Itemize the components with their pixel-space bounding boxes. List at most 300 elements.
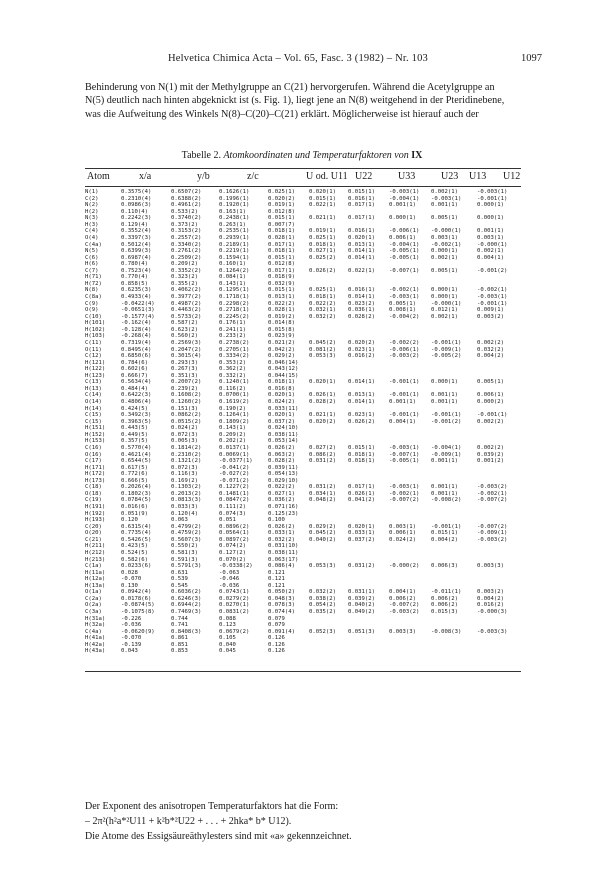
table-cell: 0.023(1) [348, 346, 375, 353]
table-cell: H(13a) [85, 582, 106, 589]
table-cell: 0.0137(1) [219, 444, 250, 451]
table-cell: H(151) [85, 425, 106, 432]
table-cell: 0.012(8) [268, 208, 295, 215]
table-cell: 0.050(2) [268, 589, 295, 596]
table-cell: 0.2245(2) [219, 313, 250, 320]
table-cell: 0.1594(1) [219, 254, 250, 261]
table-cell: 0.006(2) [431, 602, 458, 609]
table-cell: 0.000(1) [431, 379, 458, 386]
table-cell: 0.018(1) [309, 294, 336, 300]
table-cell: 0.005(3) [171, 438, 198, 445]
table-cell: -0.003(2) [477, 484, 508, 491]
table-cell: 0.000(1) [477, 215, 504, 222]
table-cell: 0.040(2) [348, 602, 375, 609]
table-cell: 0.1814(2) [171, 444, 202, 451]
table-cell: 0.851 [171, 641, 188, 648]
table-cell: 0.000(1) [477, 202, 504, 209]
table-cell: 0.4933(4) [121, 294, 152, 300]
table-cell: 0.027(1) [309, 248, 336, 255]
intro-paragraph [85, 81, 521, 121]
table-cell: 0.044(15) [268, 372, 299, 379]
table-cell: -0.007(2) [389, 497, 420, 504]
table-cell: 0.3153(2) [171, 228, 202, 235]
table-cell: 0.2310(2) [171, 451, 202, 458]
table-cell: 0.160(1) [219, 261, 246, 268]
table-cell: H(152) [85, 431, 106, 438]
table-cell: H(102) [85, 326, 106, 333]
table-cell: 0.121 [268, 576, 285, 583]
table-cell: 0.4062(2) [171, 287, 202, 294]
table-cell: 0.020(1) [348, 234, 375, 241]
table-cell: 0.015(1) [268, 287, 295, 294]
table-cell: 0.002(2) [477, 418, 504, 425]
table-cell: 0.016(1) [348, 287, 375, 294]
table-cell: 0.023(9) [268, 333, 295, 340]
table-cell: 0.5634(4) [121, 379, 152, 386]
table-cell: 0.2007(2) [171, 379, 202, 386]
table-cell: C(1a) [85, 563, 102, 570]
table-cell: 0.045 [219, 648, 236, 655]
table-cell: 0.025(1) [309, 234, 336, 241]
table-cell: 0.125(23) [268, 510, 299, 517]
table-cell: 0.036(2) [268, 497, 295, 504]
table-cell: 0.022(2) [268, 300, 295, 307]
table-cell: 0.3352(2) [171, 267, 202, 274]
table-cell: H(213) [85, 556, 106, 563]
table-cell: 0.1321(2) [171, 458, 202, 465]
table-cell: 0.051(3) [348, 628, 375, 635]
table-cell: 0.048(2) [309, 497, 336, 504]
table-cell: H(212) [85, 549, 106, 556]
table-cell: H(71) [85, 274, 102, 281]
table-cell: 0.031(2) [348, 563, 375, 570]
table-cell: -0.002(1) [431, 241, 462, 248]
table-cell: 0.015(1) [268, 254, 295, 261]
table-cell: 0.023(1) [348, 412, 375, 419]
footnote-line: Der Exponent des anisotropen Temperaturfaktors hat die Form: [85, 801, 339, 812]
table-cell: -0.071(2) [219, 477, 250, 484]
table-cell: 0.015(1) [268, 215, 295, 222]
table-cell: O(11) [85, 346, 102, 353]
table-cell: C(15) [85, 418, 102, 425]
table-cell: 0.1809(2) [219, 418, 250, 425]
table-cell: 0.002(2) [477, 444, 504, 451]
table-cell: -0.006(1) [389, 346, 420, 353]
table-cell: C(2a) [85, 595, 102, 602]
table-cell: 0.001(2) [477, 458, 504, 465]
table-cell: 0.0700(1) [219, 392, 250, 399]
table-cell: -0.003(2) [389, 353, 420, 360]
table-cell: 0.4799(2) [171, 523, 202, 530]
table-cell: 0.019(2) [268, 313, 295, 320]
table-cell: 0.063(17) [268, 556, 299, 563]
table-cell: 0.6315(4) [121, 523, 152, 530]
table-cell: C(3a) [85, 609, 102, 615]
table-cell: -0.0377(1) [219, 458, 253, 465]
table-cell: 0.032(2) [309, 589, 336, 596]
table-cell: 0.079 [268, 622, 285, 629]
table-cell: 0.4759(2) [171, 530, 202, 537]
table-cell: 0.022(2) [309, 300, 336, 307]
table-cell: C(2) [85, 195, 99, 202]
table-cell: -0.004(1) [389, 195, 420, 202]
table-cell: -0.1075(8) [121, 609, 155, 615]
table-cell: 0.018(1) [348, 451, 375, 458]
table-cell: 0.002(1) [431, 254, 458, 261]
table-cell: 0.022(1) [309, 202, 336, 209]
caption-prefix: Tabelle 2. [181, 150, 221, 161]
table-cell: 0.631 [171, 569, 188, 576]
table-cell: -0.001(1) [431, 412, 462, 419]
table-cell: O(18) [85, 490, 102, 497]
table-cell: 0.004(2) [477, 353, 504, 360]
table-cell: -0.070 [121, 635, 142, 642]
table-cell: 0.2509(2) [171, 254, 202, 261]
table-cell: C(4) [85, 228, 99, 235]
table-cell: 0.6388(2) [171, 195, 202, 202]
table-cell: -0.0651(3) [121, 307, 155, 314]
table-cell: 0.1260(2) [171, 399, 202, 405]
table-cell: 0.127(2) [219, 549, 246, 556]
table-cell: -0.009(1) [431, 451, 462, 458]
table-cell: 0.4987(2) [171, 300, 202, 307]
table-cell: 0.001(1) [431, 490, 458, 497]
table-cell: 0.006(2) [431, 595, 458, 602]
table-cell: 0.6507(2) [171, 189, 202, 195]
table-cell: -0.0620(9) [121, 628, 155, 635]
table-cell: 0.744 [171, 615, 188, 622]
table-cell: 0.0743(1) [219, 589, 250, 596]
table-cell: 0.362(2) [219, 366, 246, 373]
table-cell: 0.037(2) [348, 536, 375, 543]
table-cell: 0.0784(5) [121, 497, 152, 504]
table-cell: 0.005(1) [477, 379, 504, 386]
table-cell: 0.020(1) [268, 392, 295, 399]
table-cell: 0.001(1) [431, 484, 458, 491]
table-cell: 0.000(1) [431, 287, 458, 294]
table-cell: 0.8408(3) [171, 628, 202, 635]
table-cell: 0.039(11) [268, 464, 299, 471]
table-cell: 0.0178(6) [121, 595, 152, 602]
table-cell: 0.263(1) [219, 221, 246, 228]
table-cell: 0.000(1) [431, 294, 458, 300]
table-cell: 0.003(1) [477, 234, 504, 241]
table-cell: 0.015(1) [431, 530, 458, 537]
table-cell: 0.014(1) [348, 254, 375, 261]
table-cell: -0.162(4) [121, 320, 152, 327]
table-cell: 0.017(1) [348, 215, 375, 222]
table-cell: 0.026(1) [309, 392, 336, 399]
table-cell: 0.143(1) [219, 280, 246, 287]
table-cell: 0.091(4) [268, 628, 295, 635]
table-cell: 0.6399(3) [121, 248, 152, 255]
table-cell: 0.024(2) [171, 425, 198, 432]
table-cell: H(14) [85, 405, 102, 412]
table-cell: 0.0515(2) [171, 418, 202, 425]
table-cell: 0.024(2) [389, 536, 416, 543]
table-cell: -0.128(4) [121, 326, 152, 333]
table-cell: 0.4463(2) [171, 307, 202, 314]
table-cell: 0.004(1) [389, 589, 416, 596]
table-cell: 0.5012(4) [121, 241, 152, 248]
col-header-y: y/b [197, 171, 210, 182]
table-cell: C(19) [85, 497, 102, 504]
table-cell: -0.063 [219, 569, 240, 576]
table-cell: 0.2535(1) [219, 228, 250, 235]
table-cell: H(122) [85, 366, 106, 373]
table-cell: -0.226 [121, 615, 142, 622]
table-cell: 0.5733(2) [171, 313, 202, 320]
table-cell: 0.2189(1) [219, 241, 250, 248]
table-cell: C(9) [85, 300, 99, 307]
table-cell: -0.006(1) [389, 228, 420, 235]
table-cell: 0.074(3) [219, 510, 246, 517]
table-cell: 0.1227(2) [219, 484, 250, 491]
table-cell: 0.533(2) [171, 208, 198, 215]
table-cell: 0.051 [219, 517, 236, 524]
table-cell: 0.053(14) [268, 438, 299, 445]
table-cell: C(8a) [85, 294, 102, 300]
table-cell: H(191) [85, 504, 106, 510]
table-cell: O(1a) [85, 589, 102, 596]
table-cell: 0.046(14) [268, 359, 299, 366]
table-cell: 0.1303(2) [171, 484, 202, 491]
table-cell: 0.051(9) [121, 510, 148, 517]
table-cell: -0.000(1) [431, 228, 462, 235]
col-header-x: x/a [139, 171, 152, 182]
table-cell: 0.443(5) [121, 425, 148, 432]
table-cell: 0.049(2) [348, 609, 375, 615]
table-cell: 0.004(1) [389, 418, 416, 425]
table-cell: C(15) [85, 412, 102, 419]
table-cell: 0.001(1) [389, 202, 416, 209]
table-cell: 0.054(2) [309, 602, 336, 609]
table-cell: -0.070 [121, 576, 142, 583]
table-cell: 0.001(1) [389, 399, 416, 405]
table-cell: 0.027(2) [309, 444, 336, 451]
table-cell: -0.0422(4) [121, 300, 155, 307]
table-cell: 0.784(6) [121, 359, 148, 366]
table-cell: -0.009(1) [431, 346, 462, 353]
table-cell: 0.6850(6) [121, 353, 152, 360]
table-cell: 0.072(3) [171, 431, 198, 438]
col-header-z: z/c [247, 171, 259, 182]
footnote-line: Die Atome des Essigsäureäthylesters sind mit «a» gekennzeichnet. [85, 831, 352, 842]
table-cell: 0.0897(2) [219, 536, 250, 543]
table-cell: -0.001(1) [477, 300, 508, 307]
table-cell: 0.120(4) [171, 510, 198, 517]
table-cell: 0.293(3) [171, 359, 198, 366]
table-cell: -0.007(2) [477, 523, 508, 530]
table-cell: 0.032(2) [309, 313, 336, 320]
table-cell: H(72) [85, 280, 102, 287]
table-cell: 0.001(1) [431, 202, 458, 209]
table-cell: -0.004(2) [389, 313, 420, 320]
col-header-u33: U33 [398, 171, 416, 182]
table-cell: 0.126 [268, 641, 285, 648]
table-cell: 0.0679(2) [219, 628, 250, 635]
table-cell: 0.323(2) [171, 274, 198, 281]
table-cell: -0.007(2) [477, 497, 508, 504]
table-cell: -0.002(1) [477, 287, 508, 294]
table-cell: 0.772(6) [121, 471, 148, 478]
table-cell: H(11a) [85, 569, 106, 576]
table-cell: 0.353(2) [219, 359, 246, 366]
table-cell: 0.063 [171, 517, 188, 524]
table-cell: C(4a) [85, 241, 102, 248]
table-cell: 0.006(1) [477, 392, 504, 399]
table-cell: 0.602(6) [121, 366, 148, 373]
table-cell: 0.014(1) [348, 379, 375, 386]
table-cell: 0.054(13) [268, 471, 299, 478]
table-cell: 0.424(5) [121, 405, 148, 412]
table-cell: H(101) [85, 320, 106, 327]
table-cell: 0.4961(2) [171, 202, 202, 209]
table-cell: C(12) [85, 353, 102, 360]
table-cell: -0.0874(5) [121, 602, 155, 609]
caption-compound: IX [411, 150, 423, 161]
table-cell: 0.233(2) [219, 333, 246, 340]
table-cell: 0.078(3) [268, 602, 295, 609]
table-cell: 0.072(3) [171, 464, 198, 471]
table-cell: 0.2705(1) [219, 346, 250, 353]
table-cell: 0.031(1) [348, 589, 375, 596]
col-header-u11: U od. U11 [306, 171, 348, 182]
table-cell: -0.000(2) [389, 563, 420, 570]
table-cell: 0.2939(1) [219, 234, 250, 241]
table-cell: 0.016(8) [268, 385, 295, 392]
table-cell: 0.033(1) [268, 530, 295, 537]
table-cell: 0.770(4) [121, 274, 148, 281]
table-cell: 0.2569(3) [171, 339, 202, 346]
table-cell: 0.116(3) [171, 471, 198, 478]
table-cell: 0.026(2) [309, 267, 336, 274]
table-cell: 0.1626(1) [219, 189, 250, 195]
table-cell: 0.000(1) [431, 248, 458, 255]
table-cell: 0.033(1) [348, 530, 375, 537]
table-cell: 0.002(1) [477, 248, 504, 255]
table-cell: 0.003(2) [477, 589, 504, 596]
table-cell: 0.7319(4) [121, 339, 152, 346]
table-cell: 0.666(5) [121, 477, 148, 484]
table-cell: 0.2219(1) [219, 248, 250, 255]
table-cell: 0.545 [171, 582, 188, 589]
table-cell: 0.0896(2) [219, 523, 250, 530]
table-cell: C(18) [85, 484, 102, 491]
table-cell: 0.3340(2) [171, 241, 202, 248]
table-cell: 0.6235(3) [121, 287, 152, 294]
table-cell: -0.005(1) [389, 458, 420, 465]
table-cell: H(6) [85, 261, 99, 268]
table-cell: 0.014(1) [348, 248, 375, 255]
table-cell: 0.853 [171, 648, 188, 655]
table-cell: 0.043(12) [268, 366, 299, 373]
table-cell: 0.126 [268, 648, 285, 655]
table-cell: 0.1996(1) [219, 195, 250, 202]
table-cell: 0.1240(1) [219, 379, 250, 386]
table-cell: -0.007(1) [389, 451, 420, 458]
table-cell: 0.027(1) [268, 490, 295, 497]
table-cell: H(192) [85, 510, 106, 517]
table-cell: 0.004(1) [477, 254, 504, 261]
table-cell: 0.023(2) [348, 300, 375, 307]
table-cell: -0.003(1) [389, 484, 420, 491]
table-cell: 0.020(1) [309, 189, 336, 195]
table-cell: 0.000(2) [477, 399, 504, 405]
table-cell: H(13) [85, 385, 102, 392]
table-cell: 0.4621(4) [121, 451, 152, 458]
table-cell: H(42a) [85, 641, 106, 648]
table-cell: 0.2761(2) [171, 248, 202, 255]
table-cell: 0.209(2) [171, 261, 198, 268]
table-cell: 0.015(1) [348, 444, 375, 451]
table-cell: 0.031(2) [309, 458, 336, 465]
table-cell: 0.018(1) [268, 228, 295, 235]
table-cell: 0.8495(4) [121, 346, 152, 353]
table-cell: 0.0069(1) [219, 451, 250, 458]
table-cell: 0.0986(3) [121, 202, 152, 209]
table-cell: 0.861 [171, 635, 188, 642]
table-cell: 0.587(2) [171, 320, 198, 327]
table-cell: 0.021(1) [309, 412, 336, 419]
table-cell: 0.004(2) [477, 595, 504, 602]
table-cell: 0.086(2) [309, 451, 336, 458]
table-cell: 0.267(3) [171, 366, 198, 373]
table-cell: 0.052(3) [309, 628, 336, 635]
table-cell: 0.012(1) [431, 307, 458, 314]
table-row [85, 648, 521, 655]
table-cell: -0.007(1) [389, 267, 420, 274]
table-cell: -0.004(1) [389, 241, 420, 248]
table-cell: 0.617(5) [121, 464, 148, 471]
table-cell: -0.001(1) [389, 412, 420, 419]
table-cell: O(16) [85, 451, 102, 458]
table-cell: 0.130 [121, 582, 138, 589]
table-cell: 0.591(3) [171, 556, 198, 563]
table-cell: 0.355(2) [171, 280, 198, 287]
table-cell: -0.003(1) [389, 444, 420, 451]
table-cell: 0.018(1) [268, 248, 295, 255]
table-cell: 0.001(1) [477, 228, 504, 235]
table-cell: 0.780(4) [121, 261, 148, 268]
table-cell: H(41a) [85, 635, 106, 642]
table-cell: 0.045(2) [309, 530, 336, 537]
table-cell: 0.013(1) [268, 294, 295, 300]
table-cell: 0.7469(3) [171, 609, 202, 615]
table-body [85, 189, 521, 655]
table-cell: 0.032(9) [268, 280, 295, 287]
table-cell: 0.005(1) [431, 215, 458, 222]
table-cell: 0.017(1) [348, 484, 375, 491]
intro-line: Behinderung von N(1) mit der Methylgruppe an C(21) hervorgerufen. Während die Acetylgruppe an [85, 82, 495, 93]
table-cell: 0.0942(4) [121, 589, 152, 596]
table-cell: C(17) [85, 458, 102, 465]
table-cell: 0.666(7) [121, 372, 148, 379]
table-cell: C(20) [85, 523, 102, 530]
table-cell: -0.001(1) [431, 339, 462, 346]
table-cell: 0.045(2) [309, 339, 336, 346]
table-cell: H(3) [85, 221, 99, 228]
page-number: 1097 [521, 53, 542, 64]
table-cell: 0.016(2) [348, 353, 375, 360]
table-cell: 0.026(2) [268, 444, 295, 451]
table-cell: 0.0831(2) [219, 609, 250, 615]
table-cell: 0.005(1) [431, 267, 458, 274]
table-cell: 0.741 [171, 622, 188, 629]
table-cell: 0.1802(3) [121, 490, 152, 497]
table-cell: 0.038(11) [268, 431, 299, 438]
table-cell: C(16) [85, 444, 102, 451]
